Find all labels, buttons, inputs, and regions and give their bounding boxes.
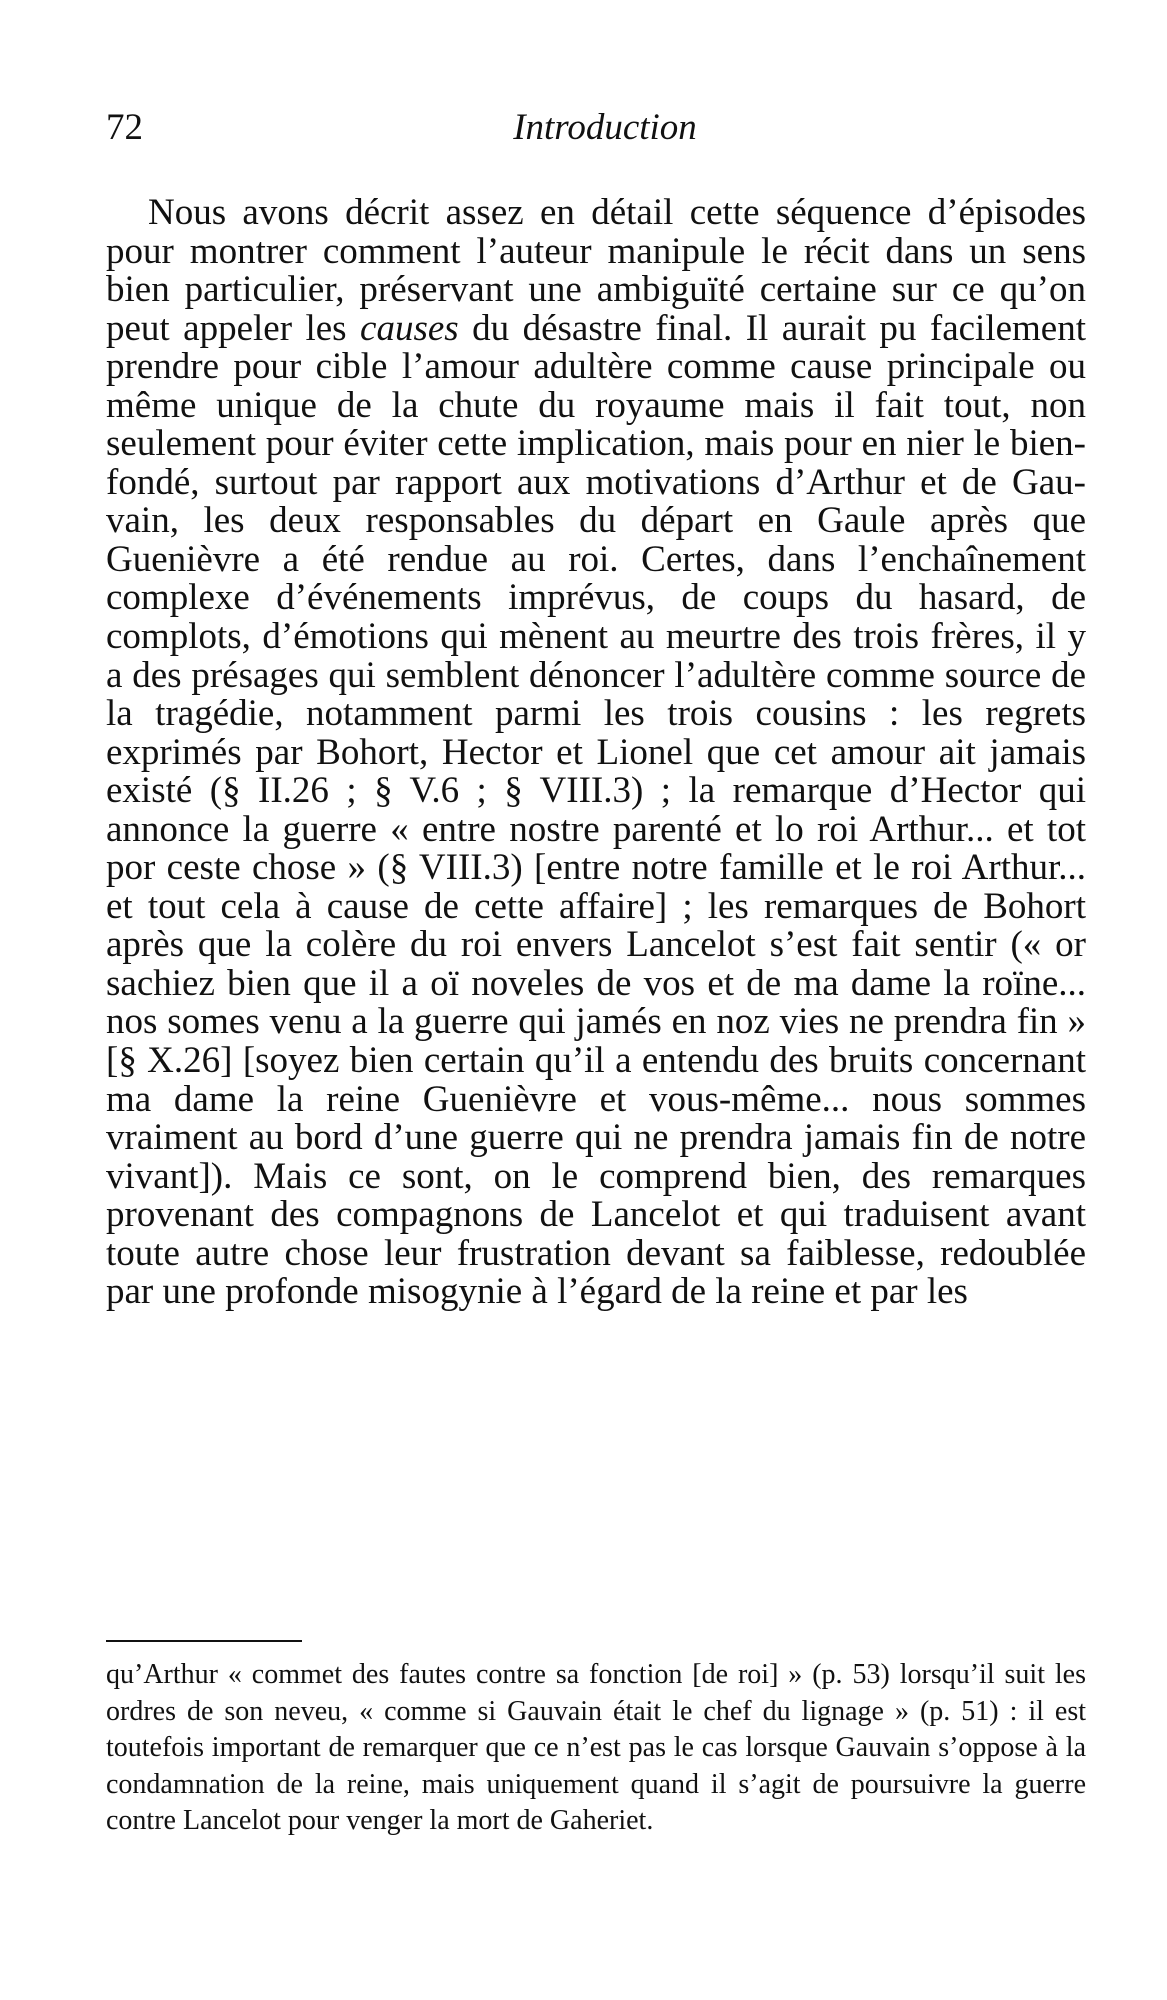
footnote: qu’Arthur « commet des fautes contre sa fonction [de roi] » (p. 53) lorsqu’il suit les ordres de son neveu, « comme si Gauvain était le chef du lignage » (p. 51) : il est toutefois important de remarquer que ce n’est pas le cas lorsque Gauvain s’oppose à la condamnation de la reine, mais uniquement quand il s’agit de poursuivre la guerre contre Lancelot pour venger la mort de Gaheriet. bbox=[106, 1659, 1086, 1836]
paragraph-text-end: du désastre final. Il aurait pu facilement prendre pour cible l’amour adultère comme cause principale ou même unique de la chute du royaume mais il fait tout, non seulement pour éviter cette implication, mais pour en nier le bien-fondé, surtout par rapport aux motivations d’Arthur et de Gauvain, les deux responsables du départ en Gaule après que Guenièvre a été rendue au roi. Certes, dans l’enchaînement complexe d’événements imprévus, de coups du hasard, de complots, d’émotions qui mènent au meurtre des trois frères, il y a des présages qui semblent dénoncer l’adultère comme source de la tragédie, notamment parmi les trois cousins : les regrets exprimés par Bohort, Hector et Lionel que cet amour ait jamais existé (§ II.26 ; § V.6 ; § VIII.3) ; la remarque d’Hector qui annonce la guerre « entre nostre parenté et lo roi Arthur... et tot por ceste chose » (§ VIII.3) [entre notre famille et le roi Arthur... et tout cela à cause de cette affaire] ; les remarques de Bohort après que la colère du roi envers Lancelot s’est fait sentir (« or sachiez bien que il a oï noveles de vos et de ma dame la roïne... nos somes venu a la guerre qui jamés en noz vies ne prendra fin » [§ X.26] [soyez bien certain qu’il a entendu des bruits concernant ma dame la reine Guenièvre et vous-même... nous sommes vraiment au bord d’une guerre qui ne prendra jamais fin de notre vivant]). Mais ce sont, on le comprend bien, des remarques provenant des compagnons de Lancelot et qui traduisent avant toute autre chose leur frustration devant sa faiblesse, redoublée par une profonde misogynie à l’égard de la reine et par les bbox=[106, 307, 1087, 1313]
footnote-separator bbox=[106, 1640, 302, 1642]
paragraph-text-start: Nous avons décrit assez en détail cette séquence d’épisodes pour montrer comment l’auteur manipule le récit dans un sens bien particulier, préservant une ambiguïté certaine sur ce qu’on peut appeler les bbox=[106, 192, 1086, 349]
page-number: 72 bbox=[106, 107, 143, 148]
main-paragraph bbox=[106, 194, 1086, 1312]
running-head: Introduction bbox=[513, 107, 697, 148]
emphasis-causes: causes bbox=[360, 307, 459, 349]
